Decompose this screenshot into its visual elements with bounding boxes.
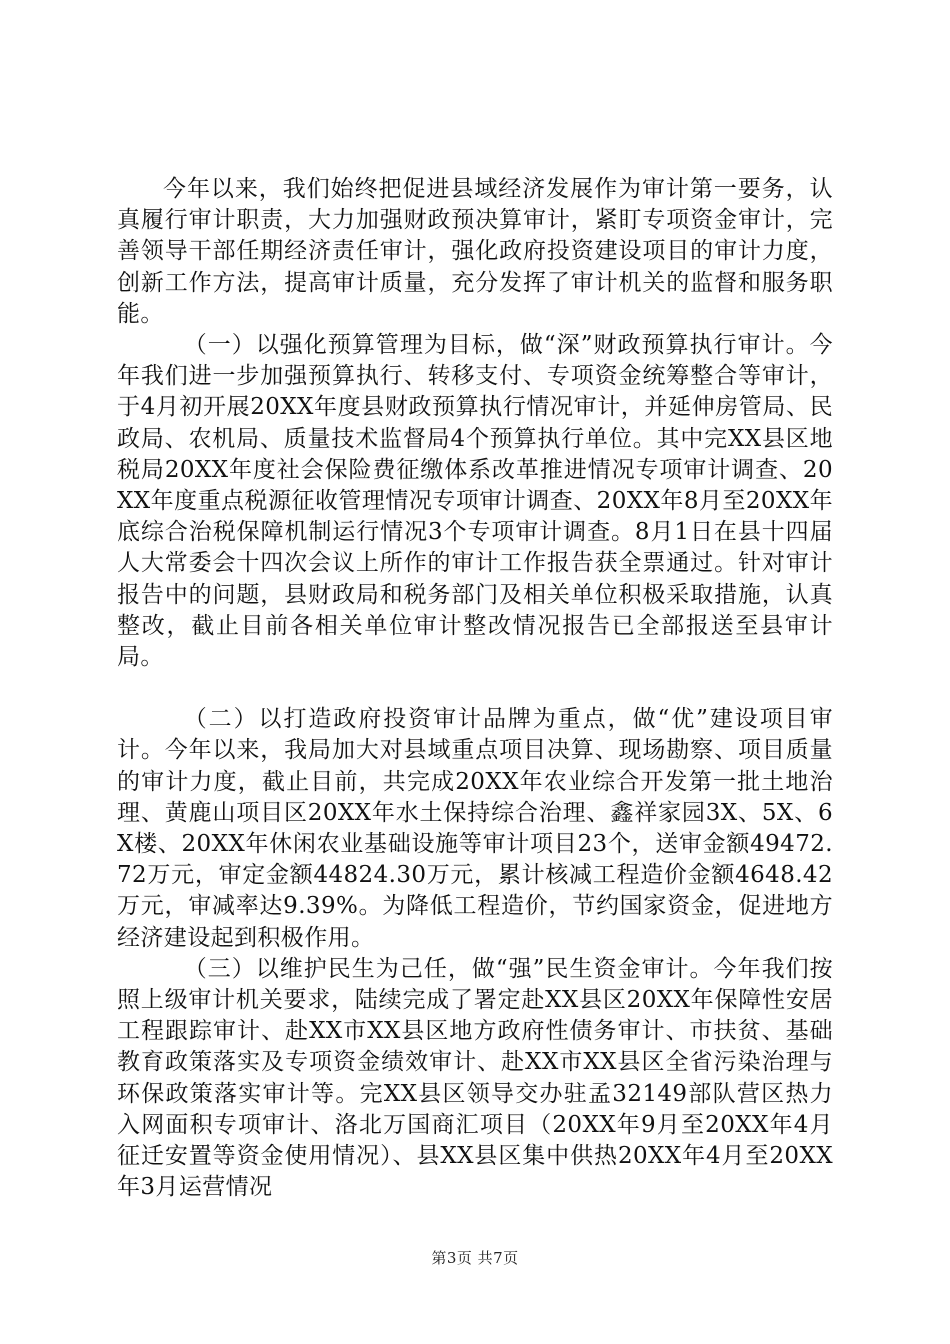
paragraph-section-3: （三）以维护民生为己任，做“强”民生资金审计。今年我们按照上级审计机关要求，陆续完成了署定赴XX县区20XX年保障性安居工程跟踪审计、赴XX市XX县区地方政府性债务审计、市扶贫、基础教育政策落实及专项资金绩效审计、赴XX市XX县区全省污染治理与环保政策落实审计等。完XX县区领导交办驻孟32149部队营区热力入网面积专项审计、洛北万国商汇项目（20XX年9月至20XX年4月征迁安置等资金使用情况）、县XX县区集中供热20XX年4月至20XX年3月运营情况 bbox=[117, 955, 833, 1201]
page-number-footer: 第3页 共7页 bbox=[431, 1249, 519, 1267]
document-body bbox=[117, 174, 833, 1204]
paragraph-spacer bbox=[117, 673, 833, 704]
paragraph-section-1: （一）以强化预算管理为目标，做“深”财政预算执行审计。今年我们进一步加强预算执行、转移支付、专项资金统筹整合等审计，于4月初开展20XX年度县财政预算执行情况审计，并延伸房管局、民政局、农机局、质量技术监督局4个预算执行单位。其中完XX县区地税局20XX年度社会保险费征缴体系改革推进情况专项审计调查、20XX年度重点税源征收管理情况专项审计调查、20XX年8月至20XX年底综合治税保障机制运行情况3个专项审计调查。8月1日在县十四届人大常委会十四次会议上所作的审计工作报告获全票通过。针对审计报告中的问题，县财政局和税务部门及相关单位积极采取措施，认真整改，截止目前各相关单位审计整改情况报告已全部报送至县审计局。 bbox=[117, 332, 833, 671]
paragraph-intro: 今年以来，我们始终把促进县域经济发展作为审计第一要务，认真履行审计职责，大力加强财政预决算审计，紧盯专项资金审计，完善领导干部任期经济责任审计，强化政府投资建设项目的审计力度，创新工作方法，提高审计质量，充分发挥了审计机关的监督和服务职能。 bbox=[117, 176, 833, 327]
paragraph-section-2: （二）以打造政府投资审计品牌为重点，做“优”建设项目审计。今年以来，我局加大对县域重点项目决算、现场勘察、项目质量的审计力度，截止目前，共完成20XX年农业综合开发第一批土地治理、黄鹿山项目区20XX年水土保持综合治理、鑫祥家园3X、5X、6X楼、20XX年休闲农业基础设施等审计项目23个，送审金额49472.72万元，审定金额44824.30万元，累计核减工程造价金额4648.42万元，审减率达9.39%。为降低工程造价，节约国家资金，促进地方经济建设起到积极作用。 bbox=[117, 706, 833, 951]
